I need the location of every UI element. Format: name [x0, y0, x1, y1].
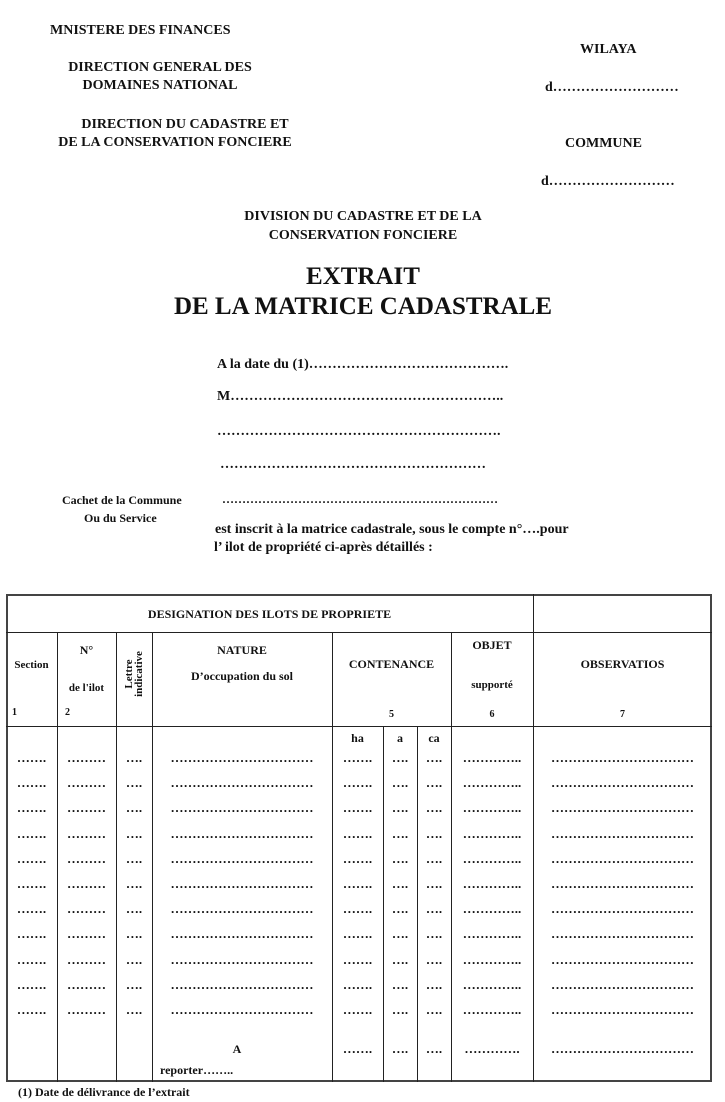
- line-3: …………………………………………………….: [217, 424, 501, 439]
- table-cell: …….: [342, 750, 373, 765]
- reporter-label: reporter……..: [160, 1063, 234, 1077]
- table-cell: …….: [16, 1002, 47, 1017]
- table-cell: ………: [67, 951, 106, 967]
- table-cell: ………: [67, 876, 106, 891]
- commune-label: COMMUNE: [565, 136, 642, 151]
- table-cell: ….: [391, 876, 409, 891]
- table-cell: ….: [125, 901, 143, 917]
- direction-general-2: DOMAINES NATIONAL: [82, 78, 238, 93]
- table-cell: ….: [391, 750, 409, 765]
- col-nature-2: D’occupation du sol: [190, 669, 294, 683]
- table-cell: …………..: [462, 1002, 522, 1017]
- reporter-cell: ….: [391, 1041, 409, 1056]
- table-cell: ……………………………: [170, 901, 314, 917]
- table-cell: …………..: [462, 850, 522, 866]
- table-cell: ……………………………: [170, 951, 314, 967]
- table-cell: ….: [425, 825, 443, 841]
- ministry: MNISTERE DES FINANCES: [50, 23, 231, 38]
- m-field: M…………………………………………………..: [217, 389, 504, 404]
- table-cell: ….: [425, 901, 443, 917]
- row-rule: [6, 632, 712, 633]
- table-cell: ….: [391, 825, 409, 841]
- table-cell: ….: [391, 976, 409, 992]
- table-cell: ……………………………: [170, 750, 314, 765]
- inscrit-2: l’ ilot de propriété ci-après détaillés :: [214, 540, 433, 555]
- table-cell: ………: [67, 1002, 106, 1017]
- row-rule: [6, 726, 712, 727]
- table-cell: ……………………………: [170, 926, 314, 942]
- table-cell: …………..: [462, 800, 522, 816]
- table-cell: ……………………………: [551, 926, 694, 942]
- table-cell: …….: [16, 951, 47, 967]
- table-cell: ……………………………: [170, 825, 314, 841]
- table-cell: ….: [125, 825, 143, 841]
- table-cell: …………..: [462, 750, 522, 765]
- table-cell: …….: [16, 976, 47, 992]
- table-cell: ….: [391, 1002, 409, 1017]
- table-cell: ……………………………: [551, 876, 694, 891]
- table-cell: ……………………………: [170, 775, 314, 791]
- table-cell: ……………………………: [170, 800, 314, 816]
- table-cell: ….: [425, 850, 443, 866]
- col-a: a: [397, 731, 403, 745]
- table-cell: …….: [16, 775, 47, 791]
- table-cell: …….: [16, 901, 47, 917]
- direction-general: DIRECTION GENERAL DES: [68, 60, 252, 75]
- table-cell: ….: [125, 850, 143, 866]
- table-cell: ………: [67, 976, 106, 992]
- table-cell: ……………………………: [551, 775, 694, 791]
- table-cell: ….: [125, 951, 143, 967]
- col-observations: OBSERVATIOS: [580, 657, 665, 671]
- col-objet: OBJET: [472, 638, 512, 652]
- reporter-cell: ……………………………: [551, 1041, 694, 1056]
- col-objet-2: supporté: [471, 679, 513, 691]
- table-cell: …………..: [462, 926, 522, 942]
- table-cell: …………..: [462, 901, 522, 917]
- table-cell: ………: [67, 775, 106, 791]
- reporter-cell: ………….: [464, 1041, 520, 1056]
- table-cell: …….: [16, 850, 47, 866]
- col-num-1: 1: [12, 707, 17, 718]
- direction-cadastre: DIRECTION DU CADASTRE ET: [81, 117, 289, 132]
- table-cell: ……………………………: [551, 750, 694, 765]
- table-cell: …….: [342, 876, 373, 891]
- table-cell: …………..: [462, 876, 522, 891]
- table-cell: ….: [425, 951, 443, 967]
- table-cell: …….: [342, 951, 373, 967]
- col-num-7: 7: [620, 709, 625, 720]
- cachet: Cachet de la Commune: [62, 493, 182, 507]
- reporter-a: A: [232, 1042, 242, 1056]
- commune-field: d………………………: [541, 174, 675, 189]
- col-ha: ha: [351, 731, 364, 745]
- line-4: …………………………………………………: [220, 457, 486, 472]
- table-cell: …………..: [462, 976, 522, 992]
- table-cell: ….: [125, 1002, 143, 1017]
- table-cell: ….: [391, 951, 409, 967]
- table-cell: ….: [125, 750, 143, 765]
- col-lettre: Lettre indicative: [123, 651, 145, 697]
- table-cell: ….: [125, 876, 143, 891]
- table-cell: …….: [342, 976, 373, 992]
- reporter-cell: ….: [425, 1041, 443, 1056]
- table-cell: ………: [67, 926, 106, 942]
- table-cell: …….: [16, 926, 47, 942]
- col-num-6: 6: [489, 709, 495, 720]
- col-num-5: 5: [389, 709, 394, 720]
- date-field: A la date du (1)…………………………………….: [217, 357, 509, 372]
- table-cell: ….: [391, 901, 409, 917]
- table-cell: …………..: [462, 825, 522, 841]
- table-cell: ….: [391, 926, 409, 942]
- table-cell: …….: [342, 800, 373, 816]
- table-cell: ….: [125, 800, 143, 816]
- footnote: (1) Date de délivrance de l’extrait: [18, 1085, 190, 1099]
- title: EXTRAIT: [306, 263, 420, 290]
- table-cell: ….: [425, 775, 443, 791]
- table-cell: ……………………………: [170, 850, 314, 866]
- table-cell: ……………………………: [170, 1002, 314, 1017]
- col-no: N°: [79, 643, 94, 657]
- table-cell: ….: [391, 775, 409, 791]
- table-cell: ………: [67, 750, 106, 765]
- table-cell: ….: [425, 750, 443, 765]
- col-no-2: de l'ilot: [68, 682, 105, 694]
- cachet-2: Ou du Service: [84, 511, 157, 525]
- designation-header: DESIGNATION DES ILOTS DE PROPRIETE: [147, 607, 392, 621]
- table-cell: ….: [425, 876, 443, 891]
- table-cell: ….: [125, 976, 143, 992]
- wilaya-label: WILAYA: [580, 42, 637, 57]
- subtitle: DE LA MATRICE CADASTRALE: [173, 293, 553, 320]
- wilaya-field: d………………………: [545, 80, 679, 95]
- table-cell: ………: [67, 850, 106, 866]
- table-cell: ….: [425, 976, 443, 992]
- line-5: ……………………………………………………………: [222, 492, 498, 506]
- table-cell: ….: [391, 850, 409, 866]
- table-cell: …….: [342, 926, 373, 942]
- table-cell: ….: [425, 800, 443, 816]
- table-cell: ……………………………: [551, 1002, 694, 1017]
- col-contenance: CONTENANCE: [348, 657, 435, 671]
- col-section: Section: [14, 659, 49, 671]
- table-cell: …………..: [462, 951, 522, 967]
- table-cell: …….: [16, 800, 47, 816]
- table-cell: ……………………………: [170, 876, 314, 891]
- table-cell: ………: [67, 800, 106, 816]
- table-cell: ….: [425, 926, 443, 942]
- direction-cadastre-2: DE LA CONSERVATION FONCIERE: [58, 135, 292, 150]
- col-num-2: 2: [65, 707, 70, 718]
- table-cell: …….: [342, 850, 373, 866]
- table-cell: ………: [67, 901, 106, 917]
- col-nature: NATURE: [217, 643, 267, 657]
- table-cell: …….: [16, 825, 47, 841]
- table-cell: …….: [16, 876, 47, 891]
- table-cell: ……………………………: [551, 850, 694, 866]
- table-cell: …………..: [462, 775, 522, 791]
- table-cell: ………: [67, 825, 106, 841]
- division: DIVISION DU CADASTRE ET DE LA: [244, 209, 482, 224]
- table-cell: …….: [16, 750, 47, 765]
- table-cell: ….: [391, 800, 409, 816]
- reporter-cell: …….: [342, 1041, 373, 1056]
- division-2: CONSERVATION FONCIERE: [268, 228, 458, 243]
- table-cell: ……………………………: [551, 951, 694, 967]
- table-cell: ….: [425, 1002, 443, 1017]
- table-cell: …….: [342, 825, 373, 841]
- table-cell: ….: [125, 926, 143, 942]
- inscrit: est inscrit à la matrice cadastrale, sous le compte n°….pour: [215, 522, 569, 537]
- col-ca: ca: [428, 731, 440, 745]
- table-cell: ……………………………: [551, 976, 694, 992]
- table-cell: ……………………………: [551, 901, 694, 917]
- table-cell: ….: [125, 775, 143, 791]
- table-cell: ……………………………: [170, 976, 314, 992]
- table-cell: ……………………………: [551, 825, 694, 841]
- table-cell: ……………………………: [551, 800, 694, 816]
- table-cell: …….: [342, 901, 373, 917]
- table-cell: …….: [342, 775, 373, 791]
- table-cell: …….: [342, 1002, 373, 1017]
